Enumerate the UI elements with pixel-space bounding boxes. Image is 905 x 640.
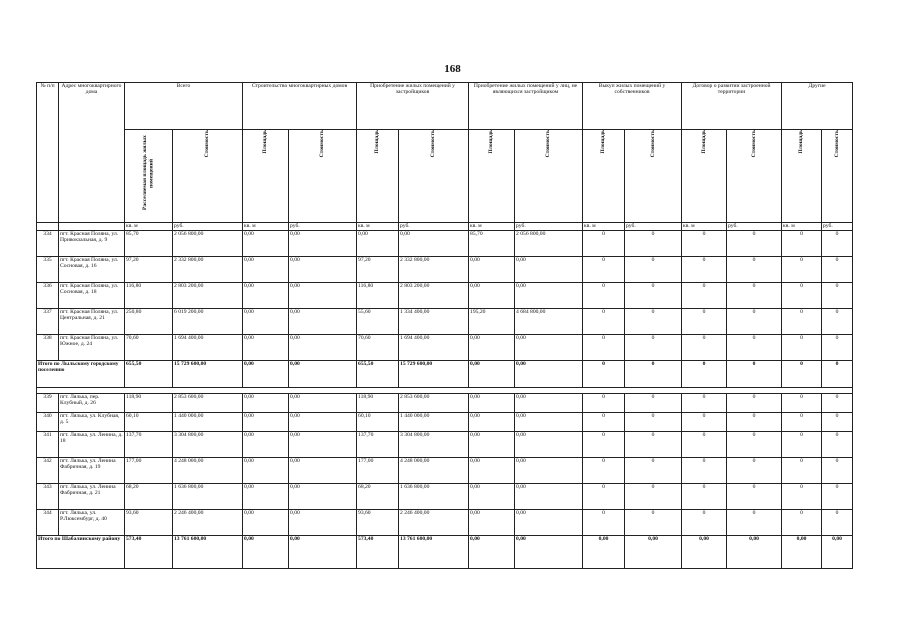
cell-area: 0: [583, 510, 625, 536]
cell-cost: 0: [625, 394, 682, 413]
cell-cost: 0,00: [289, 283, 357, 309]
subtotal-area: 573,40: [357, 536, 399, 569]
subtotal-row: [37, 361, 853, 388]
row-number: 334: [37, 231, 59, 257]
cell-area: 0,00: [243, 458, 289, 484]
subtotal-cost: 0,00: [515, 536, 583, 569]
cell-area: 68,20: [357, 484, 399, 510]
cell-cost: 0,00: [515, 257, 583, 283]
cell-area: 85,70: [125, 231, 173, 257]
cell-cost: 0: [625, 413, 682, 432]
subtotal-cost: 0,00: [289, 361, 357, 388]
cell-cost: 6 019 200,00: [173, 309, 243, 335]
subheader-total-area: Расселяемая площадь жилых помещений: [125, 130, 173, 223]
cell-cost: 2 056 800,00: [515, 231, 583, 257]
row-number: 335: [37, 257, 59, 283]
cell-cost: 2 246 400,00: [173, 510, 243, 536]
cell-area: 0: [682, 257, 727, 283]
cell-area: 0: [782, 283, 822, 309]
cell-cost: 1 636 800,00: [399, 484, 469, 510]
cell-area: 0,00: [243, 335, 289, 361]
cell-area: 0,00: [469, 257, 515, 283]
subheader-cost: Стоимость: [727, 130, 782, 223]
subheader-area: Площадь: [469, 130, 515, 223]
table-row: [37, 231, 853, 257]
cell-area: 0: [583, 458, 625, 484]
cell-cost: 0,00: [515, 283, 583, 309]
unit-rub: руб.: [822, 223, 853, 231]
row-address: пгт. Красная Поляна, ул. Привокзальная, д. 9: [59, 231, 125, 257]
subtotal-area: 0,00: [243, 536, 289, 569]
cell-area: 0: [682, 413, 727, 432]
unit-rub: руб.: [289, 223, 357, 231]
subheader-cost: Стоимость: [289, 130, 357, 223]
subheader-cost: Стоимость: [173, 130, 243, 223]
cell-area: 0,00: [243, 231, 289, 257]
cell-area: 116,80: [357, 283, 399, 309]
subtotal-area: 655,50: [357, 361, 399, 388]
table-row: [37, 309, 853, 335]
header-group: Договор о развитии застроенной территории: [682, 83, 782, 130]
row-address: пгт. Красная Поляна, ул. Южное, д. 24: [59, 335, 125, 361]
cell-area: 0,00: [469, 432, 515, 458]
unit-rub: руб.: [625, 223, 682, 231]
cell-area: 0: [583, 309, 625, 335]
cell-cost: 0: [625, 283, 682, 309]
row-address: пгт. Красная Поляна, ул. Центральная, д. 21: [59, 309, 125, 335]
cell-cost: 0: [727, 510, 782, 536]
cell-area: 118,90: [357, 394, 399, 413]
cell-area: 68,20: [125, 484, 173, 510]
cell-cost: 0,00: [289, 458, 357, 484]
subtotal-cost: 15 729 600,00: [399, 361, 469, 388]
cell-cost: 0: [727, 432, 782, 458]
table-row: [37, 510, 853, 536]
cell-area: 93,60: [357, 510, 399, 536]
table-row: [37, 484, 853, 510]
subtotal-area: 0,00: [243, 361, 289, 388]
table-body: [37, 231, 853, 569]
cell-cost: 0,00: [399, 231, 469, 257]
cell-cost: 2 853 600,00: [173, 394, 243, 413]
cell-cost: 0,00: [515, 394, 583, 413]
row-address: пгт. Красная Поляна, ул. Сосновая, д. 16: [59, 257, 125, 283]
subtotal-area: 0,00: [469, 536, 515, 569]
subtotal-cost: 0: [625, 361, 682, 388]
cell-cost: 0: [822, 335, 853, 361]
unit-area: кв. м: [125, 223, 173, 231]
subtotal-cost: 15 729 600,00: [173, 361, 243, 388]
cell-area: 0,00: [469, 484, 515, 510]
unit-rub: руб.: [515, 223, 583, 231]
cell-cost: 0: [822, 458, 853, 484]
cell-area: 0: [782, 432, 822, 458]
cell-area: 0: [682, 335, 727, 361]
table-row: [37, 413, 853, 432]
header-group: Приобретение жилых помещений у лиц, не являющихся застройщиком: [469, 83, 583, 130]
cell-cost: 0: [727, 283, 782, 309]
cell-cost: 0: [625, 484, 682, 510]
row-number: 344: [37, 510, 59, 536]
row-address: пгт. Лялька, ул. Ленина Фабричная, д. 19: [59, 458, 125, 484]
cell-cost: 2 853 600,00: [399, 394, 469, 413]
cell-cost: 1 440 000,00: [399, 413, 469, 432]
row-number: 337: [37, 309, 59, 335]
cell-cost: 0: [727, 309, 782, 335]
unit-rub: руб.: [173, 223, 243, 231]
cell-cost: 0: [625, 510, 682, 536]
cell-area: 0,00: [243, 413, 289, 432]
subtotal-row: [37, 536, 853, 569]
cell-cost: 1 440 000,00: [173, 413, 243, 432]
cell-cost: 0,00: [289, 335, 357, 361]
cell-area: 0: [782, 309, 822, 335]
row-number: 339: [37, 394, 59, 413]
cell-cost: 0,00: [289, 413, 357, 432]
subtotal-area: 0: [583, 361, 625, 388]
row-address: пгт. Лялька, ул. Ленина, д. 18: [59, 432, 125, 458]
cell-area: 0: [682, 394, 727, 413]
cell-area: 0,00: [243, 283, 289, 309]
subtotal-cost: 0,00: [289, 536, 357, 569]
cell-cost: 2 246 400,00: [399, 510, 469, 536]
subheader-cost: Стоимость: [625, 130, 682, 223]
cell-cost: 2 803 200,00: [173, 283, 243, 309]
cell-cost: 0: [822, 413, 853, 432]
row-address: пгт. Лялька, ул. Р.Люксембург, д. 40: [59, 510, 125, 536]
cell-cost: 0: [727, 335, 782, 361]
subheader-area: Площадь: [243, 130, 289, 223]
cell-cost: 0: [727, 458, 782, 484]
row-number: 340: [37, 413, 59, 432]
resettlement-table: [36, 82, 853, 569]
cell-cost: 0: [822, 283, 853, 309]
cell-cost: 4 248 000,00: [399, 458, 469, 484]
cell-area: 195,20: [469, 309, 515, 335]
cell-cost: 0: [625, 257, 682, 283]
cell-cost: 0: [727, 231, 782, 257]
cell-cost: 0,00: [289, 394, 357, 413]
cell-area: 116,80: [125, 283, 173, 309]
row-address: пгт. Лялька, ул. Ленина Фабричная, д. 21: [59, 484, 125, 510]
subtotal-cost: 13 761 600,00: [173, 536, 243, 569]
page-number: 168: [444, 63, 461, 75]
header-address: Адрес многоквартирного дома: [59, 83, 125, 223]
cell-area: 0,00: [469, 394, 515, 413]
cell-area: 0,00: [357, 231, 399, 257]
cell-cost: 4 684 800,00: [515, 309, 583, 335]
cell-cost: 0,00: [515, 510, 583, 536]
cell-area: 0: [782, 231, 822, 257]
cell-cost: 0,00: [289, 309, 357, 335]
cell-cost: 0: [727, 394, 782, 413]
subtotal-cost: 13 761 600,00: [399, 536, 469, 569]
cell-cost: 0,00: [289, 231, 357, 257]
cell-cost: 2 332 800,00: [173, 257, 243, 283]
cell-area: 0: [782, 458, 822, 484]
cell-cost: 0: [727, 413, 782, 432]
unit-rub: руб.: [399, 223, 469, 231]
unit-area: кв. м: [469, 223, 515, 231]
cell-cost: 3 304 800,00: [173, 432, 243, 458]
subheader-cost: Стоимость: [399, 130, 469, 223]
unit-area: кв. м: [583, 223, 625, 231]
header-group: Выкуп жилых помещений у собственников: [583, 83, 682, 130]
cell-cost: 1 334 400,00: [399, 309, 469, 335]
table-row: [37, 335, 853, 361]
cell-area: 250,80: [125, 309, 173, 335]
cell-cost: 0,00: [515, 484, 583, 510]
cell-area: 0: [782, 484, 822, 510]
subtotal-cost: 0,00: [515, 361, 583, 388]
subtotal-cost: 0,00: [822, 536, 853, 569]
header-group: Другие: [782, 83, 853, 130]
row-address: пгт. Лялька, пер. Клубный, д. 26: [59, 394, 125, 413]
subheader-area: Площадь: [682, 130, 727, 223]
subtotal-area: 0,00: [583, 536, 625, 569]
row-number: 343: [37, 484, 59, 510]
table-row: [37, 394, 853, 413]
cell-area: 0: [583, 257, 625, 283]
cell-cost: 0: [625, 335, 682, 361]
unit-blank: [37, 223, 59, 231]
cell-area: 0: [782, 413, 822, 432]
cell-area: 60,10: [357, 413, 399, 432]
table-row: [37, 458, 853, 484]
subtotal-area: 0,00: [682, 536, 727, 569]
cell-area: 0: [583, 231, 625, 257]
cell-area: 93,60: [125, 510, 173, 536]
cell-area: 137,70: [125, 432, 173, 458]
cell-cost: 0: [625, 458, 682, 484]
cell-area: 85,70: [469, 231, 515, 257]
unit-area: кв. м: [357, 223, 399, 231]
cell-cost: 0,00: [289, 257, 357, 283]
cell-area: 118,90: [125, 394, 173, 413]
cell-cost: 4 248 000,00: [173, 458, 243, 484]
row-number: 341: [37, 432, 59, 458]
cell-cost: 2 332 800,00: [399, 257, 469, 283]
cell-area: 0,00: [243, 257, 289, 283]
cell-area: 0,00: [243, 484, 289, 510]
cell-area: 0: [682, 458, 727, 484]
cell-cost: 0: [822, 257, 853, 283]
cell-cost: 0: [822, 309, 853, 335]
cell-area: 0: [782, 257, 822, 283]
subheader-cost: Стоимость: [822, 130, 853, 223]
cell-cost: 0: [727, 257, 782, 283]
header-group: Всего: [125, 83, 243, 130]
cell-area: 0,00: [469, 413, 515, 432]
table-row: [37, 432, 853, 458]
cell-area: 97,20: [125, 257, 173, 283]
cell-area: 0: [583, 413, 625, 432]
cell-area: 70,60: [357, 335, 399, 361]
header-group: Приобретение жилых помещений у застройщиков: [357, 83, 469, 130]
cell-cost: 0,00: [515, 432, 583, 458]
subtotal-cost: 0,00: [727, 536, 782, 569]
cell-area: 0: [782, 394, 822, 413]
unit-area: кв. м: [782, 223, 822, 231]
unit-area: кв. м: [243, 223, 289, 231]
cell-area: 177,00: [357, 458, 399, 484]
subtotal-cost: 0: [822, 361, 853, 388]
cell-area: 177,00: [125, 458, 173, 484]
header-num: № п/п: [37, 83, 59, 223]
subtotal-area: 655,50: [125, 361, 173, 388]
table-row: [37, 283, 853, 309]
cell-area: 0: [682, 309, 727, 335]
unit-blank: [59, 223, 125, 231]
row-number: 342: [37, 458, 59, 484]
cell-area: 0: [583, 335, 625, 361]
cell-cost: 0: [727, 484, 782, 510]
cell-area: 0,00: [243, 309, 289, 335]
row-address: пгт. Красная Поляна, ул. Сосновая, д. 18: [59, 283, 125, 309]
cell-area: 0: [682, 432, 727, 458]
cell-area: 0: [583, 283, 625, 309]
cell-cost: 0: [822, 484, 853, 510]
subheader-area: Площадь: [357, 130, 399, 223]
cell-cost: 0,00: [289, 510, 357, 536]
cell-area: 0,00: [243, 510, 289, 536]
cell-cost: 0,00: [515, 335, 583, 361]
cell-area: 0,00: [243, 394, 289, 413]
cell-area: 0: [682, 484, 727, 510]
header-group: Строительство многоквартирных домов: [243, 83, 357, 130]
subtotal-label: Итого по Лыльскому городскому поселению: [37, 361, 125, 388]
row-address: пгт. Лялька, ул. Клубная, д. 5: [59, 413, 125, 432]
cell-area: 0,00: [469, 335, 515, 361]
subtotal-area: 0,00: [469, 361, 515, 388]
table-row: [37, 257, 853, 283]
unit-area: кв. м: [682, 223, 727, 231]
cell-cost: 3 304 800,00: [399, 432, 469, 458]
cell-area: 60,10: [125, 413, 173, 432]
cell-cost: 0: [625, 231, 682, 257]
row-number: 338: [37, 335, 59, 361]
subtotal-area: 0,00: [782, 536, 822, 569]
cell-area: 55,60: [357, 309, 399, 335]
unit-rub: руб.: [727, 223, 782, 231]
cell-cost: 0,00: [289, 484, 357, 510]
cell-area: 0: [782, 510, 822, 536]
subtotal-cost: 0: [727, 361, 782, 388]
cell-area: 0: [682, 231, 727, 257]
cell-area: 0: [682, 283, 727, 309]
cell-area: 0,00: [469, 283, 515, 309]
cell-area: 0: [583, 432, 625, 458]
cell-cost: 0,00: [515, 413, 583, 432]
subtotal-area: 0: [782, 361, 822, 388]
cell-cost: 0,00: [289, 432, 357, 458]
cell-area: 0: [583, 484, 625, 510]
cell-area: 97,20: [357, 257, 399, 283]
cell-cost: 0: [822, 394, 853, 413]
subtotal-area: 0: [682, 361, 727, 388]
cell-area: 137,70: [357, 432, 399, 458]
cell-cost: 2 056 800,00: [173, 231, 243, 257]
cell-area: 0: [583, 394, 625, 413]
cell-area: 70,60: [125, 335, 173, 361]
cell-area: 0: [682, 510, 727, 536]
subtotal-cost: 0,00: [625, 536, 682, 569]
cell-cost: 1 694 400,00: [399, 335, 469, 361]
cell-cost: 0: [625, 432, 682, 458]
subheader-area: Площадь: [782, 130, 822, 223]
subtotal-area: 573,40: [125, 536, 173, 569]
subheader-cost: Стоимость: [515, 130, 583, 223]
cell-cost: 0,00: [515, 458, 583, 484]
subheader-area: Площадь: [583, 130, 625, 223]
row-number: 336: [37, 283, 59, 309]
cell-area: 0,00: [469, 510, 515, 536]
cell-cost: 1 636 800,00: [173, 484, 243, 510]
cell-cost: 1 694 400,00: [173, 335, 243, 361]
cell-area: 0,00: [243, 432, 289, 458]
cell-cost: 0: [625, 309, 682, 335]
cell-area: 0: [782, 335, 822, 361]
subtotal-label: Итого по Шабалинскому району: [37, 536, 125, 569]
cell-cost: 0: [822, 432, 853, 458]
cell-cost: 0: [822, 510, 853, 536]
cell-area: 0,00: [469, 458, 515, 484]
cell-cost: 2 803 200,00: [399, 283, 469, 309]
cell-cost: 0: [822, 231, 853, 257]
